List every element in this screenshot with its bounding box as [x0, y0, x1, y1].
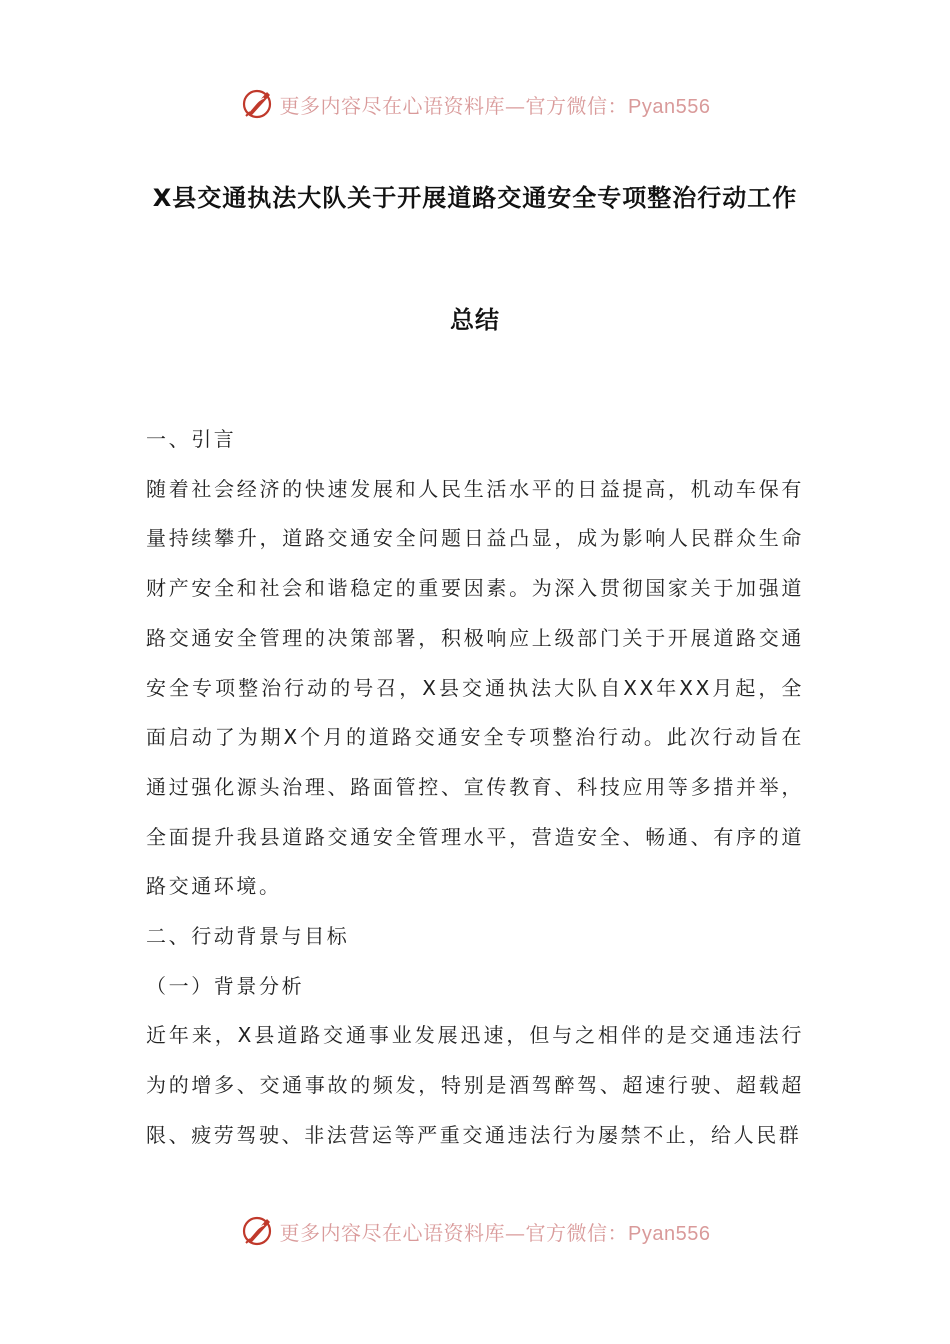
- subsection-heading-background-analysis: （一）背景分析: [146, 973, 305, 998]
- document-title-line2: 总结: [450, 306, 500, 334]
- footer-banner: [0, 1211, 950, 1251]
- document-body: [146, 415, 804, 1161]
- intro-paragraph: 随着社会经济的快速发展和人民生活水平的日益提高，机动车保有量持续攀升，道路交通安全问题日益凸显，成为影响人民群众生命财产安全和社会和谐稳定的重要因素。为深入贯彻国家关于加强道路交通安全管理的决策部署，积极响应上级部门关于开展道路交通安全专项整治行动的号召，X县交通执法大队自XX年XX月起，全面启动了为期X个月的道路交通安全专项整治行动。此次行动旨在通过强化源头治理、路面管控、宣传教育、科技应用等多措并举，全面提升我县道路交通安全管理水平，营造安全、畅通、有序的道路交通环境。: [146, 476, 804, 899]
- background-paragraph: 近年来，X县道路交通事业发展迅速，但与之相伴的是交通违法行为的增多、交通事故的频发，特别是酒驾醉驾、超速行驶、超载超限、疲劳驾驶、非法营运等严重交通违法行为屡禁不止，给人民群: [146, 1023, 804, 1147]
- banner-text-main: 更多内容尽在心语资料库—官方微信：: [279, 1220, 629, 1245]
- quill-logo-icon: [240, 86, 276, 122]
- banner-wechat-id: Pyan556: [628, 1222, 711, 1245]
- banner-wechat-id: Pyan556: [628, 95, 711, 118]
- header-banner: [0, 84, 950, 124]
- banner-text: [280, 1217, 711, 1246]
- section-heading-intro: 一、引言: [146, 427, 237, 451]
- quill-logo-icon: [240, 1213, 276, 1249]
- document-title-line1: X县交通执法大队关于开展道路交通安全专项整治行动工作: [152, 184, 798, 212]
- section-heading-background: 二、行动背景与目标: [146, 924, 350, 949]
- banner-text: [280, 90, 711, 119]
- banner-text-main: 更多内容尽在心语资料库—官方微信：: [279, 93, 629, 118]
